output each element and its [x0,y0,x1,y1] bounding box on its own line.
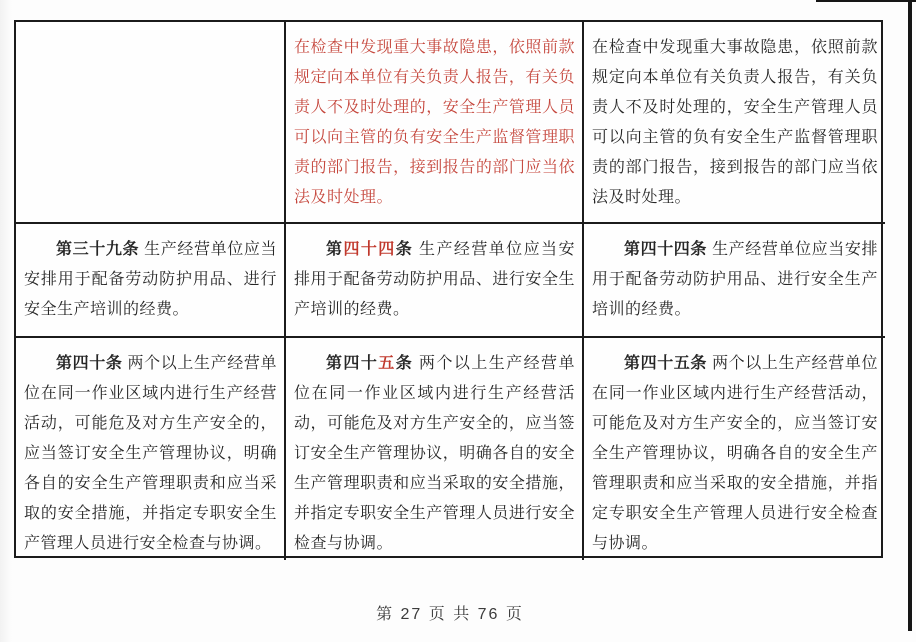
table-cell-r1-c1-article-44 [286,224,584,338]
article-body-text: 生产经营单位应当安排用于配备劳动防护用品、进行安全生产培训的经费。 [294,241,575,318]
table-cell-r2-c0-article-40 [16,338,286,560]
article-body-text: 生产经营单位应当安排用于配备劳动防护用品、进行安全生产培训的经费。 [24,241,277,318]
article-number-highlighted: 五 [378,355,396,372]
cell-paragraph [592,235,878,325]
article-number: 第四十五条 [624,355,708,372]
law-comparison-table [14,20,883,558]
article-body-text: 生产经营单位应当安排用于配备劳动防护用品、进行安全生产培训的经费。 [592,241,878,318]
page-number-footer: 第 27 页 共 76 页 [376,606,524,623]
article-body-text: 两个以上生产经营单位在同一作业区域内进行生产经营活动，可能危及对方生产安全的，应当签订安全生产管理协议，明确各自的安全生产管理职责和应当采取的安全措施，并指定专职安全生产管理人员进行安全检查与协调。 [24,355,277,552]
article-body-text: 两个以上生产经营单位在同一作业区域内进行生产经营活动，可能危及对方生产安全的，应当签订安全生产管理协议，明确各自的安全生产管理职责和应当采取的安全措施，并指定专职安全生产管理人员进行安全检查与协调。 [294,355,575,552]
table-cell-r2-c1-article-45 [286,338,584,560]
cell-paragraph [592,349,878,559]
table-cell-r1-c2-article-44 [584,224,885,338]
cell-paragraph [294,33,575,213]
article-number-highlighted: 四十四 [343,241,396,258]
article-number: 第四十四条 [624,241,708,258]
article-number: 条 [395,241,414,258]
photo-edge-right-line [908,0,912,631]
cell-paragraph [294,349,575,559]
cell-paragraph [24,235,277,325]
article-number: 第 [326,241,344,258]
cell-paragraph [24,349,277,559]
table-cell-r0-c2 [584,22,885,224]
cell-paragraph [294,235,575,325]
cell-paragraph [592,33,878,213]
article-body-text: 在检查中发现重大事故隐患，依照前款规定向本单位有关负责人报告，有关负责人不及时处理的，安全生产管理人员可以向主管的负有安全生产监督管理职责的部门报告，接到报告的部门应当依法及时处理。 [294,39,575,206]
table-cell-r2-c2-article-45 [584,338,885,560]
article-body-text: 两个以上生产经营单位在同一作业区域内进行生产经营活动，可能危及对方生产安全的，应当签订安全生产管理协议，明确各自的安全生产管理职责和应当采取的安全措施，并指定专职安全生产管理人员进行安全检查与协调。 [592,355,878,552]
article-number: 第三十九条 [56,241,140,258]
table-cell-r1-c0-article-39 [16,224,286,338]
article-number: 第四十 [326,355,379,372]
photo-edge-top-line [816,0,916,2]
article-number: 条 [395,355,414,372]
article-number: 第四十条 [56,355,123,372]
article-body-text: 在检查中发现重大事故隐患，依照前款规定向本单位有关负责人报告，有关负责人不及时处理的，安全生产管理人员可以向主管的负有安全生产监督管理职责的部门报告，接到报告的部门应当依法及时处理。 [592,39,878,206]
table-cell-r0-c0-empty [16,22,286,224]
table-cell-r0-c1 [286,22,584,224]
